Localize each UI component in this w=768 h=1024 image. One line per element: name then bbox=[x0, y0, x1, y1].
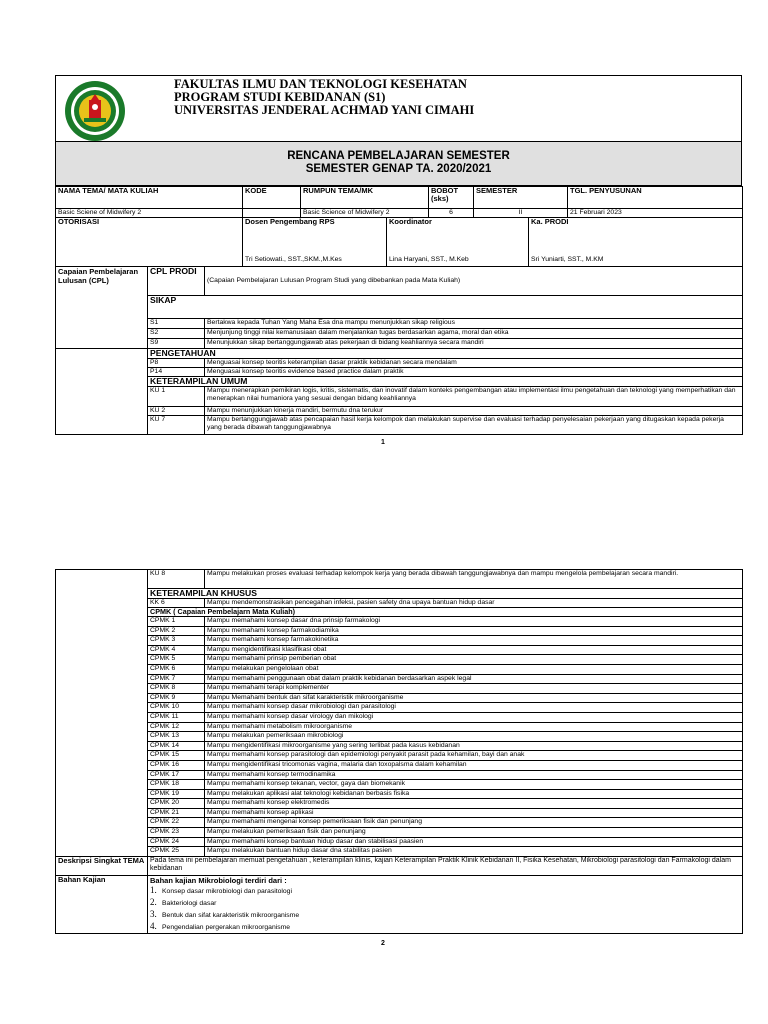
kaprodi-header: Ka. PRODI bbox=[531, 217, 569, 226]
cpmk-code: CPMK 10 bbox=[148, 703, 205, 713]
cpmk-text: Mampu memahami konsep parasitologi dan epidemiologi penyakit parasit pada kehamilan, bayi dan anak bbox=[205, 751, 743, 761]
bahan-item-number: 1. bbox=[150, 884, 157, 895]
value-tgl: 21 Februari 2023 bbox=[568, 209, 743, 218]
umum-text-ku7: Mampu bertanggungjawab atas pencapaian hasil kerja kelompok dan melakukan supervise dan evaluasi terhadap penyelesaian pekerjaan yang ditugaskan kepada pekerja yang berada dibawah tanggungjawabnya bbox=[205, 416, 743, 435]
sikap-code-s2: S2 bbox=[148, 329, 205, 339]
bahan-item-text: Pengendalian pergerakan mikroorganisme bbox=[162, 923, 291, 931]
cpmk-text: Mampu memahami konsep dasar mikrobiologi dan parasitologi bbox=[205, 703, 743, 713]
header-bobot: BOBOT (sks) bbox=[429, 187, 474, 209]
cpmk-text: Mampu memahami prinsip pemberian obat bbox=[205, 655, 743, 665]
page2-left-blank-top bbox=[56, 570, 148, 857]
bahan-item bbox=[150, 885, 740, 897]
cpmk-text: Mampu memahami konsep tekanan, vector, gaya dan biomekanik bbox=[205, 780, 743, 790]
cpmk-text: Mampu memahami konsep farmakodiamika bbox=[205, 626, 743, 636]
cpmk-text: Mampu mengidentifikasi tricomonas vagina, malaria dan toxopalsma dalam kehamilan bbox=[205, 760, 743, 770]
bahan-item-number: 4. bbox=[150, 920, 157, 931]
otorisasi-table bbox=[55, 217, 743, 267]
course-info-table bbox=[55, 186, 743, 218]
dosen-header: Dosen Pengembang RPS bbox=[245, 217, 335, 226]
umum-code-ku1: KU 1 bbox=[148, 387, 205, 407]
page-number-2: 2 bbox=[381, 940, 385, 947]
dosen-cell bbox=[243, 218, 387, 267]
cpmk-code: CPMK 2 bbox=[148, 626, 205, 636]
title-line-2: SEMESTER GENAP TA. 2020/2021 bbox=[305, 163, 492, 175]
value-semester: II bbox=[474, 209, 568, 218]
bahan-item-text: Bakteriologi dasar bbox=[162, 899, 217, 907]
cpmk-code: CPMK 22 bbox=[148, 818, 205, 828]
dosen-name: Tri Setiowati., SST.,SKM.,M.Kes bbox=[245, 256, 342, 263]
program-name: PROGRAM STUDI KEBIDANAN (S1) bbox=[174, 90, 386, 104]
cpmk-code: CPMK 25 bbox=[148, 847, 205, 857]
kaprodi-name: Sri Yuniarti, SST., M.KM bbox=[531, 256, 604, 263]
cpmk-code: CPMK 18 bbox=[148, 780, 205, 790]
cpmk-code: CPMK 16 bbox=[148, 760, 205, 770]
cpmk-code: CPMK 3 bbox=[148, 636, 205, 646]
cpmk-code: CPMK 5 bbox=[148, 655, 205, 665]
keterampilan-umum-label: KETERAMPILAN UMUM bbox=[148, 377, 743, 387]
cpmk-text: Mampu melakukan pemeriksaan mikrobiologi bbox=[205, 732, 743, 742]
header-kode: KODE bbox=[243, 187, 301, 209]
value-nama: Basic Sciene of Midwifery 2 bbox=[56, 209, 243, 218]
cpmk-code: CPMK 24 bbox=[148, 837, 205, 847]
cpmk-code: CPMK 13 bbox=[148, 732, 205, 742]
document-title bbox=[55, 141, 742, 186]
cpmk-code: CPMK 7 bbox=[148, 674, 205, 684]
koordinator-header: Koordinator bbox=[389, 217, 432, 226]
bahan-item-number: 3. bbox=[150, 908, 157, 919]
cpl-table bbox=[55, 266, 743, 435]
header-semester: SEMESTER bbox=[474, 187, 568, 209]
deskripsi-label: Deskripsi Singkat TEMA bbox=[56, 856, 148, 875]
cpmk-text: Mampu mengidentifikasi klasifikasi obat bbox=[205, 645, 743, 655]
pengetahuan-label: PENGETAHUAN bbox=[148, 349, 743, 359]
cpmk-code: CPMK 23 bbox=[148, 828, 205, 838]
cpmk-text: Mampu Memahami bentuk dan sifat karakteristik mikroorganisme bbox=[205, 693, 743, 703]
cpl-left-blank bbox=[56, 349, 148, 435]
header-rumpun: RUMPUN TEMA/MK bbox=[301, 187, 429, 209]
university-logo bbox=[64, 80, 126, 142]
bahan-item-text: Konsep dasar mikrobiologi dan parasitologi bbox=[162, 887, 292, 895]
bahan-item bbox=[150, 921, 740, 933]
bahan-item bbox=[150, 897, 740, 909]
cpmk-text: Mampu memahami mengenai konsep pemeriksaan fisik dan penunjang bbox=[205, 818, 743, 828]
cpmk-code: CPMK 20 bbox=[148, 799, 205, 809]
institution-header bbox=[55, 75, 742, 141]
cpmk-text: Mampu memahami konsep dasar virology dan mikologi bbox=[205, 712, 743, 722]
pengetahuan-text-p8: Menguasai konsep teoritis keterampilan dasar praktik kebidanan secara mendalam bbox=[205, 359, 743, 368]
bahan-item-text: Bentuk dan sifat karakteristik mikroorganisme bbox=[162, 911, 300, 919]
bahan-item bbox=[150, 909, 740, 921]
sikap-label: SIKAP bbox=[148, 296, 743, 319]
koordinator-cell bbox=[387, 218, 529, 267]
kk6-code: KK 6 bbox=[148, 599, 205, 608]
umum-text-ku1: Mampu menerapkan pemikiran logis, kritis, sistematis, dan inovatif dalam konteks pengembangan atau implementasi ilmu pengetahuan dan teknologi yang memperhatikan dan menerapkan nilai humaniora yang sesuai dengan bidang keahliannya bbox=[205, 387, 743, 407]
cpmk-code: CPMK 19 bbox=[148, 789, 205, 799]
kk6-text: Mampu mendemonstrasikan pencegahan infeksi, pasien safety dna upaya bantuan hidup dasar bbox=[205, 599, 743, 608]
sikap-text-s1: Bertakwa kepada Tuhan Yang Maha Esa dna mampu menunjukkan sikap religious bbox=[205, 319, 743, 329]
page2-table bbox=[55, 569, 743, 934]
kaprodi-cell bbox=[529, 218, 743, 267]
sikap-code-s1: S1 bbox=[148, 319, 205, 329]
umum-code-ku2: KU 2 bbox=[148, 407, 205, 416]
title-line-1: RENCANA PEMBELAJARAN SEMESTER bbox=[287, 150, 510, 162]
cpmk-code: CPMK 17 bbox=[148, 770, 205, 780]
sikap-code-s9: S9 bbox=[148, 339, 205, 349]
cpl-prodi-desc: (Capaian Pembelajaran Lulusan Program Studi yang dibebankan pada Mata Kuliah) bbox=[205, 267, 743, 296]
cpmk-code: CPMK 6 bbox=[148, 664, 205, 674]
value-bobot: 6 bbox=[429, 209, 474, 218]
cpmk-text: Mampu melakukan pengelolaan obat bbox=[205, 664, 743, 674]
cpmk-text: Mampu melakukan pemeriksaan fisik dan penunjang bbox=[205, 828, 743, 838]
cpmk-code: CPMK 21 bbox=[148, 808, 205, 818]
cpmk-text: Mampu memahami konsep bantuan hidup dasar dan stabilisasi paasien bbox=[205, 837, 743, 847]
umum-code-ku7: KU 7 bbox=[148, 416, 205, 435]
cpmk-text: Mampu memahami konsep elektromedis bbox=[205, 799, 743, 809]
cpmk-text: Mampu memahami konsep farmakokinetika bbox=[205, 636, 743, 646]
cpmk-code: CPMK 4 bbox=[148, 645, 205, 655]
cpmk-code: CPMK 11 bbox=[148, 712, 205, 722]
deskripsi-text: Pada tema ini pembelajaran memuat pengetahuan , keterampilan klinis, kajian Keterampilan Praktik Klinik Kebidanan II, Fisika Kesehatan, Mikrobiologi parasitologi dan Farmakologi dalam kebidanan bbox=[148, 856, 743, 875]
pengetahuan-code-p8: P8 bbox=[148, 359, 205, 368]
pengetahuan-text-p14: Menguasai konsep teoritis evidence based practice dalam praktik bbox=[205, 368, 743, 377]
value-rumpun: Basic Science of Midwifery 2 bbox=[301, 209, 429, 218]
cpmk-text: Mampu mengidentifikasi mikroorganisme yang sering terlibat pada kasus kebidanan bbox=[205, 741, 743, 751]
ku8-code: KU 8 bbox=[148, 570, 205, 589]
cpmk-code: CPMK 14 bbox=[148, 741, 205, 751]
bahan-kajian-label: Bahan Kajian bbox=[56, 875, 148, 933]
sikap-text-s2: Menjunjung tinggi nilai kemanusiaan dalam menjalankan tugas berdasarkan agama, moral dan etika bbox=[205, 329, 743, 339]
sikap-text-s9: Menunjukkan sikap bertanggungjawab atas pekerjaan di bidang keahliannya secara mandiri bbox=[205, 339, 743, 349]
header-tgl: TGL. PENYUSUNAN bbox=[568, 187, 743, 209]
cpmk-code: CPMK 8 bbox=[148, 684, 205, 694]
cpmk-text: Mampu memahami konsep aplikasi bbox=[205, 808, 743, 818]
cpmk-code: CPMK 1 bbox=[148, 617, 205, 627]
cpmk-text: Mampu memahami penggunaan obat dalam praktik kebidanan berdasarkan aspek legal bbox=[205, 674, 743, 684]
bahan-kajian-title: Bahan kajian Mikrobiologi terdiri dari : bbox=[150, 875, 287, 885]
ku8-text: Mampu melakukan proses evaluasi terhadap kelompok kerja yang berada dibawah tanggungjawabnya dan mampu mengelola pembelajaran secara mandiri. bbox=[205, 570, 743, 589]
faculty-name: FAKULTAS ILMU DAN TEKNOLOGI KESEHATAN bbox=[174, 77, 467, 91]
keterampilan-khusus-label: KETERAMPILAN KHUSUS bbox=[148, 589, 743, 599]
page-number-1: 1 bbox=[381, 439, 385, 446]
otorisasi-label: OTORISASI bbox=[56, 218, 243, 267]
cpmk-text: Mampu memahami konsep dasar dna prinsip farmakologi bbox=[205, 617, 743, 627]
koordinator-name: Lina Haryani, SST., M.Keb bbox=[389, 256, 469, 263]
bahan-kajian-content bbox=[148, 875, 743, 933]
cpmk-label: CPMK ( Capaian Pembelajarn Mata Kuliah) bbox=[148, 608, 743, 617]
cpmk-text: Mampu memahami konsep termodinamika bbox=[205, 770, 743, 780]
cpmk-code: CPMK 15 bbox=[148, 751, 205, 761]
university-name: UNIVERSITAS JENDERAL ACHMAD YANI CIMAHI bbox=[174, 103, 475, 117]
cpmk-code: CPMK 9 bbox=[148, 693, 205, 703]
umum-text-ku2: Mampu menunjukkan kinerja mandiri, bermutu dna terukur bbox=[205, 407, 743, 416]
cpmk-text: Mampu melakukan bantuan hidup dasar dna stabilitas pasien bbox=[205, 847, 743, 857]
header-nama: NAMA TEMA/ MATA KULIAH bbox=[56, 187, 243, 209]
cpl-label: Capaian Pembelajaran Lulusan (CPL) bbox=[56, 267, 148, 349]
cpl-prodi-label: CPL PRODI bbox=[148, 267, 205, 296]
cpmk-text: Mampu memahami terapi komplementer bbox=[205, 684, 743, 694]
cpmk-text: Mampu melakukan aplikasi alat teknologi kebidanan berbasis fisika bbox=[205, 789, 743, 799]
pengetahuan-code-p14: P14 bbox=[148, 368, 205, 377]
bahan-item-number: 2. bbox=[150, 896, 157, 907]
cpmk-text: Mampu memahami metabolism mikroorganisme bbox=[205, 722, 743, 732]
cpmk-code: CPMK 12 bbox=[148, 722, 205, 732]
